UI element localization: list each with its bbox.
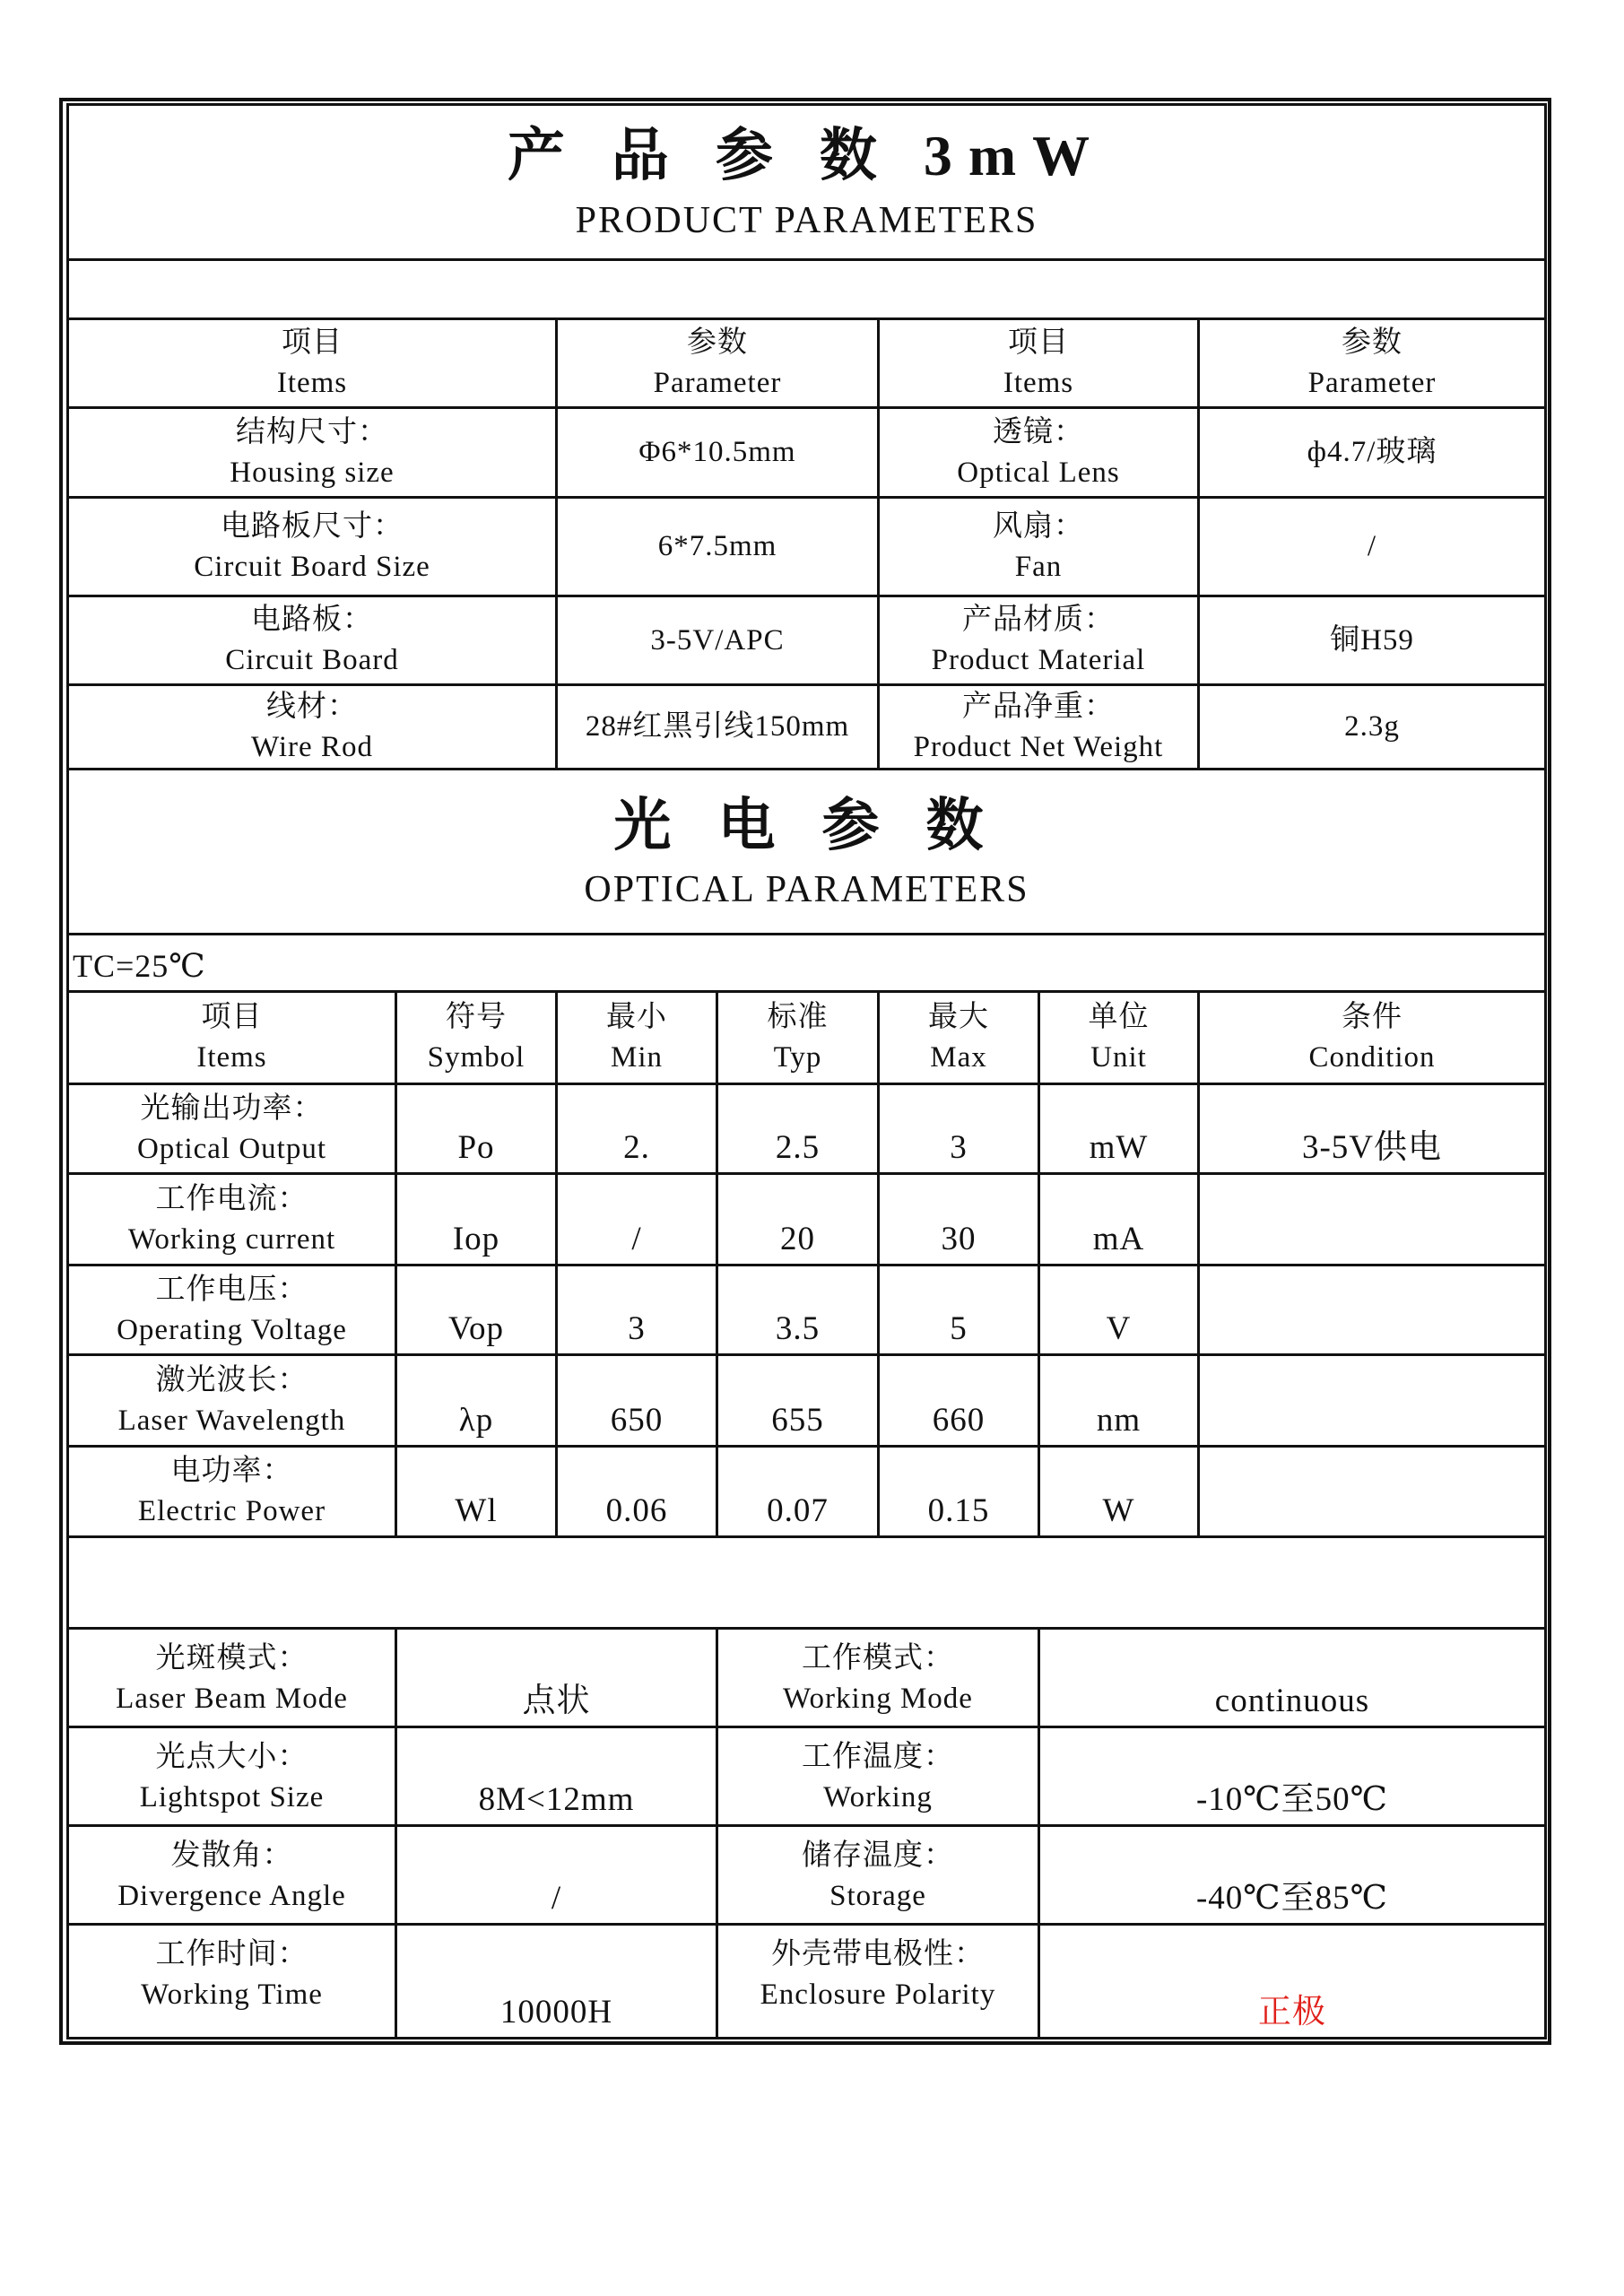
item-label [66,1353,397,1448]
cell-text: W [1102,1492,1135,1530]
cell-text: Vop [448,1310,504,1348]
cell-text: 产品净重： [962,690,1115,723]
cell-text: Divergence Angle [117,1879,346,1912]
cell-text: Lightspot Size [139,1780,325,1813]
cell-text: Working Mode [783,1682,973,1715]
cell-text: / [631,1221,642,1258]
value-unit [1038,1083,1200,1175]
page-title [66,103,1547,261]
item-label [716,1726,1040,1827]
cell-text: Enclosure Polarity [760,1978,996,2011]
condition-row [66,933,1547,993]
cell-text: 最小 [606,1001,667,1034]
cell-text: Symbol [427,1041,525,1074]
cell-text: 28#红黑引线150mm [585,710,850,744]
cell-text: 工作模式： [802,1642,954,1674]
cell-text: -10℃至50℃ [1195,1781,1389,1819]
spacer-row [66,258,1547,320]
cell-text: continuous [1214,1683,1370,1720]
cell-text: 正极 [1258,1994,1326,2031]
value-typ [716,1264,880,1356]
item-label [877,683,1200,770]
condition-note: TC=25℃ [73,948,206,985]
cell-text: Parameter [1307,367,1437,399]
cell-text: 项目 [282,326,343,360]
item-label [66,1172,397,1266]
cell-text: Items [1003,367,1074,399]
cell-text: 光斑模式： [155,1642,308,1674]
cell-text: Housing size [230,456,395,489]
column-header [555,317,880,409]
item-label [877,496,1200,597]
cell-text: Laser Beam Mode [116,1682,348,1715]
item-value [555,595,880,686]
cell-text: 条件 [1342,1001,1403,1034]
cell-text: Po [457,1129,495,1167]
item-value [395,1627,718,1728]
cell-text: Product Material [931,644,1146,676]
cell-text: 30 [941,1221,977,1258]
item-value [1197,406,1547,499]
cell-text: 光输出功率： [140,1091,324,1125]
cell-text: mW [1089,1129,1149,1167]
cell-text: 标准 [767,1001,829,1034]
value-typ [716,1172,880,1266]
cell-text: Optical Output [136,1132,327,1165]
cell-text: 工作电压： [155,1273,308,1306]
cell-text: 2.3g [1344,710,1400,744]
value-unit [1038,1445,1200,1538]
section-title [66,768,1547,935]
cell-text: 点状 [522,1683,591,1720]
item-value [1038,1726,1547,1827]
cell-text: 线材： [266,690,358,723]
cell-text: 650 [610,1402,664,1439]
cell-text: Fan [1014,550,1063,583]
value-max [877,1083,1040,1175]
item-value [1197,683,1547,770]
item-label [716,1627,1040,1728]
item-label [877,595,1200,686]
cell-text: 6*7.5mm [657,530,777,563]
item-value [1038,1824,1547,1926]
cell-text: 8M<12mm [478,1781,635,1819]
cell-text: Iop [452,1221,500,1258]
value-condition [1197,1445,1547,1538]
value-min [555,1083,718,1175]
cell-text: Storage [829,1879,926,1912]
column-header [877,990,1040,1085]
value-min [555,1353,718,1448]
cell-text: 电功率： [170,1455,293,1488]
cell-text: 参数 [687,326,748,360]
value-max [877,1264,1040,1356]
item-label [66,1264,397,1356]
cell-text: λp [458,1402,494,1439]
cell-text: 3-5V/APC [650,623,785,657]
cell-text: Circuit Board [225,644,399,676]
cell-text: ф4.7/玻璃 [1307,436,1437,469]
cell-text: 电路板： [251,604,373,637]
cell-text: 发散角： [170,1839,293,1872]
section-title-english: OPTICAL PARAMETERS [584,869,1029,911]
cell-text: 20 [780,1221,815,1258]
cell-text: 10000H [499,1994,613,2031]
cell-text: 符号 [446,1001,507,1034]
value-min [555,1264,718,1356]
column-header [716,990,880,1085]
cell-text: Max [930,1041,987,1074]
value-max [877,1353,1040,1448]
value-symbol [395,1264,558,1356]
cell-text: Items [276,367,348,399]
value-symbol [395,1083,558,1175]
cell-text: mA [1092,1221,1145,1258]
cell-text: 3.5 [775,1310,821,1348]
cell-text: Items [196,1041,267,1074]
cell-text: 风扇： [993,509,1084,543]
cell-text: 最大 [928,1001,989,1034]
item-value [1197,595,1547,686]
cell-text: 光点大小： [155,1741,308,1773]
column-header [1038,990,1200,1085]
item-label [66,683,558,770]
item-value [555,496,880,597]
section-title-chinese: 光 电 参 数 [613,793,1000,857]
item-label [66,1445,397,1538]
cell-text: Wl [455,1492,498,1530]
value-condition [1197,1264,1547,1356]
value-condition [1197,1172,1547,1266]
cell-text: 3-5V供电 [1301,1129,1443,1167]
value-unit [1038,1264,1200,1356]
cell-text: / [1367,530,1377,563]
item-label [66,1923,397,2039]
cell-text: 结构尺寸： [236,415,388,448]
cell-text: Operating Voltage [117,1313,347,1346]
cell-text: Parameter [653,367,782,399]
cell-text: Wire Rod [251,730,373,763]
value-symbol [395,1445,558,1538]
cell-text: Optical Lens [957,456,1120,489]
value-max [877,1445,1040,1538]
cell-text: 透镜： [993,415,1084,448]
cell-text: 工作温度： [802,1741,954,1773]
cell-text: nm [1096,1402,1142,1439]
item-label [716,1923,1040,2039]
cell-text: Φ6*10.5mm [638,436,796,469]
cell-text: 5 [950,1310,968,1348]
title-english: PRODUCT PARAMETERS [575,199,1038,241]
value-symbol [395,1353,558,1448]
cell-text: 储存温度： [802,1839,954,1872]
item-label [66,1083,397,1175]
cell-text: Unit [1090,1041,1147,1074]
item-label [877,406,1200,499]
item-label [716,1824,1040,1926]
item-value [555,406,880,499]
cell-text: 铜H59 [1330,623,1414,657]
value-typ [716,1445,880,1538]
cell-text: 单位 [1088,1001,1150,1034]
cell-text: Condition [1308,1041,1436,1074]
cell-text: Working Time [141,1978,323,2011]
cell-text: 0.06 [605,1492,668,1530]
value-condition [1197,1353,1547,1448]
cell-text: Typ [773,1041,822,1074]
column-header [395,990,558,1085]
value-min [555,1445,718,1538]
cell-text: 产品材质： [962,604,1115,637]
value-typ [716,1083,880,1175]
item-label [66,406,558,499]
column-header [877,317,1200,409]
value-condition [1197,1083,1547,1175]
cell-text: 外壳带电极性： [771,1938,985,1970]
cell-text: -40℃至85℃ [1195,1880,1389,1918]
cell-text: 3 [628,1310,646,1348]
value-unit [1038,1353,1200,1448]
item-value [1038,1923,1547,2039]
item-label [66,1726,397,1827]
item-label [66,595,558,686]
value-max [877,1172,1040,1266]
cell-text: Product Net Weight [913,730,1164,763]
spacer-row [66,1535,1547,1630]
item-value [395,1726,718,1827]
item-value [555,683,880,770]
value-typ [716,1353,880,1448]
item-value [395,1824,718,1926]
value-symbol [395,1172,558,1266]
cell-text: 2.5 [775,1129,821,1167]
cell-text: 2. [623,1129,650,1167]
cell-text: 电路板尺寸： [221,509,404,543]
cell-text: V [1106,1310,1132,1348]
cell-text: 655 [771,1402,824,1439]
column-header [1197,317,1547,409]
cell-text: Working [823,1780,933,1813]
cell-text: 项目 [1008,326,1069,360]
item-label [66,496,558,597]
item-value [1038,1627,1547,1728]
cell-text: 激光波长： [155,1363,308,1396]
value-unit [1038,1172,1200,1266]
cell-text: Min [610,1041,663,1074]
cell-text: / [551,1880,562,1918]
item-value [395,1923,718,2039]
cell-text: Circuit Board Size [194,550,430,583]
title-chinese: 产 品 参 数 3mW [507,124,1107,188]
cell-text: 0.15 [927,1492,990,1530]
cell-text: 项目 [201,1001,263,1034]
cell-text: 参数 [1342,326,1403,360]
item-value [1197,496,1547,597]
cell-text: Laser Wavelength [117,1404,346,1437]
column-header [1197,990,1547,1085]
cell-text: 工作时间： [155,1938,308,1970]
cell-text: 工作电流： [155,1182,308,1215]
column-header [66,990,397,1085]
cell-text: Electric Power [137,1495,326,1527]
value-min [555,1172,718,1266]
item-label [66,1627,397,1728]
cell-text: 660 [932,1402,986,1439]
column-header [555,990,718,1085]
column-header [66,317,558,409]
cell-text: Working current [127,1222,336,1256]
item-label [66,1824,397,1926]
cell-text: 0.07 [767,1492,829,1530]
cell-text: 3 [950,1129,968,1167]
